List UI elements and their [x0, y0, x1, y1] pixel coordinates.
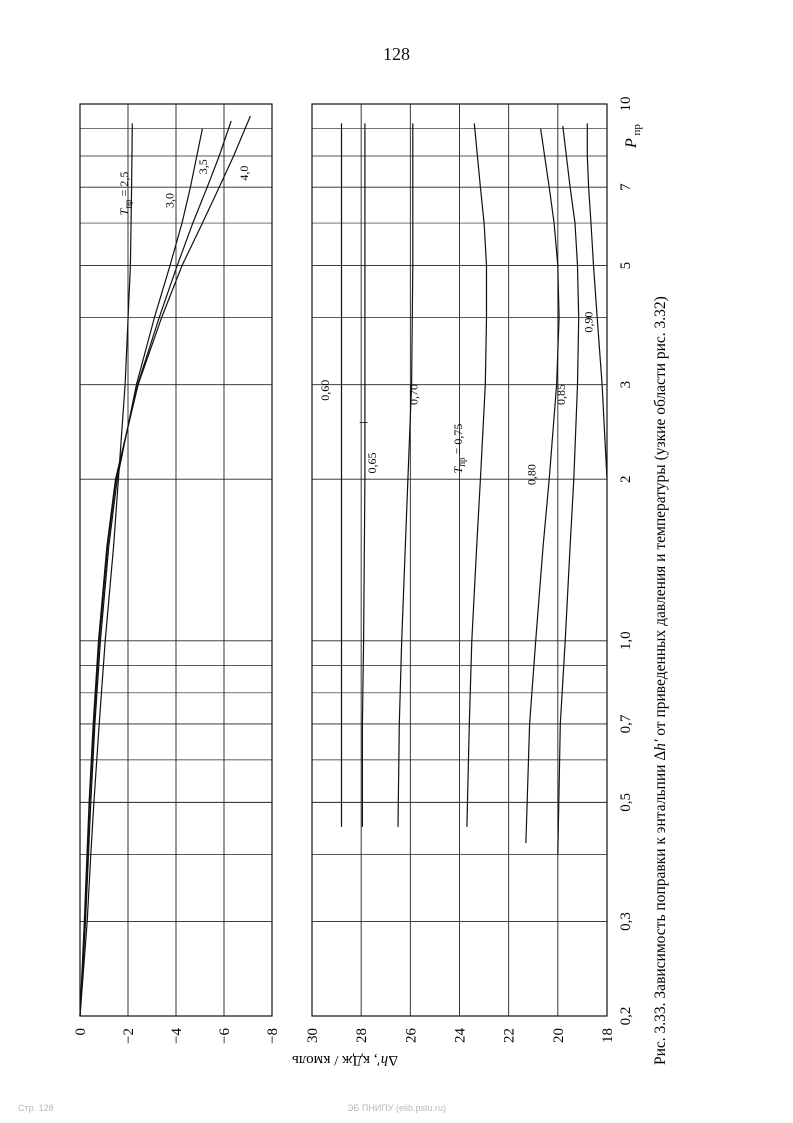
series-label-3-5: 3,5: [196, 159, 211, 175]
series-label-0-80: 0,80: [524, 464, 539, 486]
value-tick-label-bottom: 24: [452, 1028, 469, 1043]
series-line-0-90: [587, 123, 607, 479]
p-tick-label: 0,5: [618, 793, 634, 812]
p-tick-label: 0,2: [618, 1006, 634, 1026]
p-tick-label: 5: [618, 261, 634, 270]
p-tick-label: 0,3: [618, 912, 634, 931]
series-label-2-5: $T_{пр} = 2,5$: [117, 171, 133, 216]
series-label-0-70: 0,70: [406, 383, 421, 405]
series-line-4-0: [80, 116, 250, 1016]
p-tick-label: 0,7: [618, 714, 634, 734]
value-tick-label-bottom: 22: [501, 1028, 518, 1043]
p-tick-label: 7: [618, 183, 634, 191]
p-axis-title: P $_{пр}$: [623, 124, 643, 148]
value-tick-label-top: 0: [73, 1028, 89, 1036]
value-tick-label-top: −8: [265, 1028, 281, 1044]
chart-labels: [117, 97, 643, 1069]
p-tick-label: 3: [618, 380, 634, 389]
page-number: 128: [383, 44, 410, 64]
footer-library: ЭБ ПНИПУ (elib.pstu.ru): [346, 1103, 447, 1113]
value-tick-label-bottom: 30: [305, 1028, 321, 1043]
p-tick-label: 1,0: [618, 631, 634, 651]
series-label-0-65: 0,65: [364, 452, 379, 474]
p-tick-label: 10: [618, 96, 634, 112]
series-label-0-90: 0,90: [581, 311, 596, 333]
chart-bottom-grid: [305, 104, 616, 1043]
footer-page-ref: Стр. 128: [18, 1103, 54, 1113]
series-label-0-85: 0,85: [554, 383, 569, 405]
value-tick-label-top: −6: [217, 1028, 233, 1044]
series-label-0-75: $T_{пр} = 0,75$: [450, 423, 467, 474]
chart-top-grid: [73, 104, 281, 1044]
figure-caption: Рис. 3.33. Зависимость поправки к энтальпии Δh′ от приведенных давления и температуры (узкие области рис. 3.32): [652, 296, 669, 1065]
value-tick-label-top: −4: [169, 1028, 185, 1044]
value-tick-label-bottom: 18: [600, 1028, 616, 1043]
series-label-0-60: 0,60: [318, 379, 333, 401]
value-tick-label-bottom: 28: [354, 1028, 371, 1043]
series-label-4-0: 4,0: [237, 165, 251, 181]
value-tick-label-bottom: 26: [403, 1028, 420, 1043]
value-tick-label-top: −2: [121, 1028, 137, 1044]
series-line-0-65: [362, 123, 365, 827]
series-line-0-85: [558, 126, 579, 854]
caption-group: [652, 296, 669, 1065]
series-line-3-5: [80, 121, 231, 1016]
value-axis-title: Δh′, кДж / кмоль: [292, 1052, 398, 1068]
p-tick-label: 2: [618, 475, 634, 483]
value-tick-label-bottom: 20: [550, 1028, 567, 1043]
series-line-0-75: [467, 123, 487, 827]
series-label-3-0: 3,0: [162, 193, 177, 209]
